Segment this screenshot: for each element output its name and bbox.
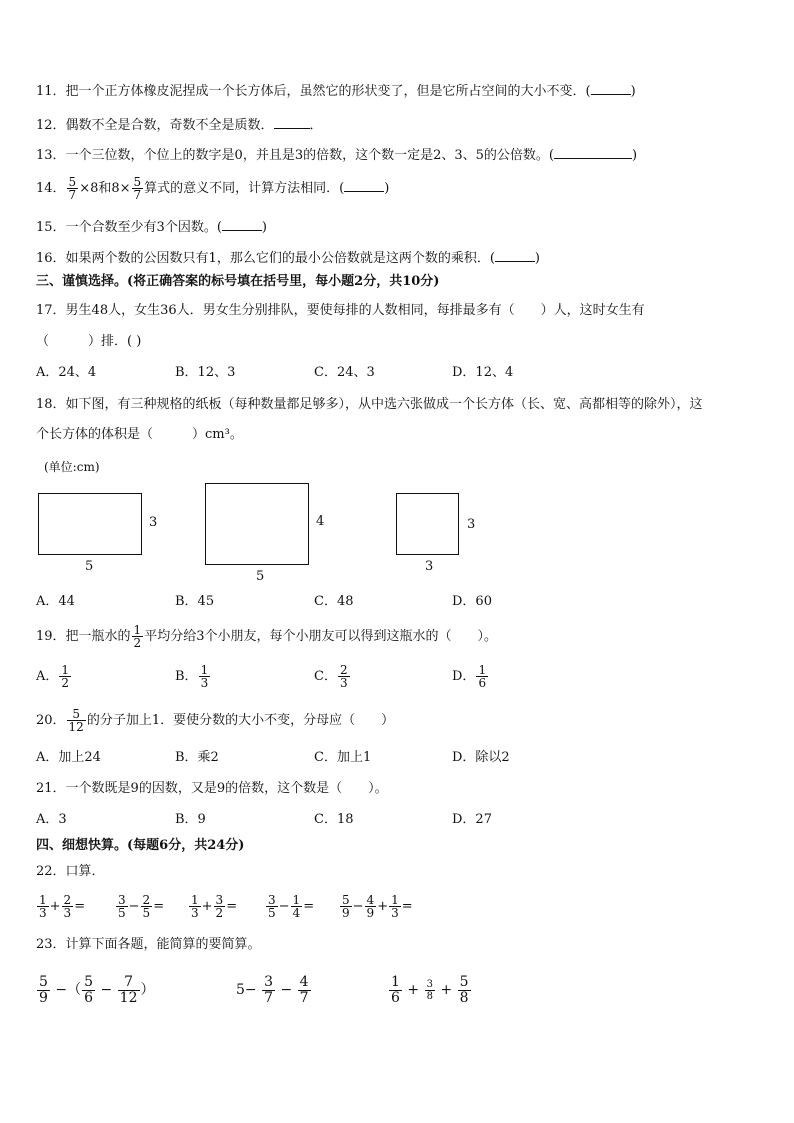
calc-3: $\frac{1}{6}$ + $\frac{3}{8}$ + $\frac{5}{8}$ <box>391 973 469 1006</box>
fraction: $\frac{1}{2}$ <box>133 623 142 650</box>
question-15: 15．一个合数至少有3个因数。( ) <box>36 220 267 235</box>
question-21: 21．一个数既是9的因数，又是9的倍数，这个数是（ ）。 <box>36 781 388 796</box>
fraction: $\frac{5}{12}$ <box>68 707 84 734</box>
option-b[interactable]: B．12、3 <box>175 365 236 380</box>
calc-2: 5− $\frac{3}{7}$ − $\frac{4}{7}$ <box>236 973 309 1006</box>
question-20: 20． $\frac{5}{12}$ 的分子加上1．要使分数的大小不变，分母应（ ） <box>36 707 395 734</box>
question-18-line2: 个长方体的体积是（ ）cm³。 <box>36 427 243 442</box>
option-c[interactable]: C．18 <box>314 812 354 827</box>
option-b[interactable]: B． $\frac{1}{3}$ <box>175 663 209 690</box>
question-12: 12．偶数不全是合数，奇数不全是质数． ． <box>36 118 323 133</box>
option-d[interactable]: D．除以2 <box>452 750 510 765</box>
cardboard-5x4 <box>205 483 309 565</box>
answer-blank[interactable] <box>554 146 632 159</box>
fraction: $\frac{5}{7}$ <box>133 175 142 202</box>
option-c[interactable]: C．加上1 <box>314 750 372 765</box>
dim-label: 4 <box>316 514 325 529</box>
mental-calc-2: $\frac{3}{5}$ − $\frac{2}{5}$ = <box>118 893 165 920</box>
option-d[interactable]: D．27 <box>452 812 492 827</box>
question-17: 17．男生48人，女生36人．男女生分别排队，要使每排的人数相同，每排最多有（ ）人，这时女生有 <box>36 303 645 318</box>
answer-blank[interactable] <box>222 218 262 231</box>
dim-label: 5 <box>256 569 265 584</box>
option-d[interactable]: D．60 <box>452 594 492 609</box>
dim-label: 3 <box>425 559 434 574</box>
mental-calc-4: $\frac{3}{5}$ − $\frac{1}{4}$ = <box>268 893 315 920</box>
dim-label: 3 <box>467 517 476 532</box>
calc-1: $\frac{5}{9}$ −（ $\frac{5}{6}$ − $\frac{7}{12}$ ） <box>39 973 155 1006</box>
mental-calc-3: $\frac{1}{3}$ + $\frac{3}{2}$ = <box>191 893 238 920</box>
option-c[interactable]: C．48 <box>314 594 354 609</box>
option-c[interactable]: C．24、3 <box>314 365 375 380</box>
option-a[interactable]: A． $\frac{1}{2}$ <box>36 663 70 690</box>
option-b[interactable]: B．乘2 <box>175 750 219 765</box>
unit-label: (单位:cm) <box>44 460 100 474</box>
question-16: 16．如果两个数的公因数只有1，那么它们的最小公倍数就是这两个数的乘积．( ) <box>36 251 540 266</box>
option-b[interactable]: B．45 <box>175 594 215 609</box>
option-c[interactable]: C． $\frac{2}{3}$ <box>314 663 348 690</box>
answer-blank[interactable] <box>495 249 535 262</box>
option-d[interactable]: D．12、4 <box>452 365 514 380</box>
option-a[interactable]: A．加上24 <box>36 750 101 765</box>
answer-blank[interactable] <box>344 179 384 192</box>
option-d[interactable]: D． $\frac{1}{6}$ <box>452 663 487 690</box>
option-a[interactable]: A．24、4 <box>36 365 97 380</box>
option-a[interactable]: A．44 <box>36 594 75 609</box>
question-18: 18．如下图，有三种规格的纸板（每种数量都足够多），从中选六张做成一个长方体（长、宽、高都相等的除外），这 <box>36 397 703 412</box>
question-19: 19．把一瓶水的 $\frac{1}{2}$ 平均分给3个小朋友，每个小朋友可以得到这瓶水的（ ）。 <box>36 623 497 650</box>
answer-blank[interactable] <box>591 82 631 95</box>
question-11: 11．把一个正方体橡皮泥捏成一个长方体后，虽然它的形状变了，但是它所占空间的大小不变．( ) <box>36 84 636 99</box>
question-17-line2: （ ）排．( ) <box>36 334 142 349</box>
section-4-heading: 四、细想快算。(每题6分，共24分) <box>36 838 245 853</box>
option-b[interactable]: B．9 <box>175 812 206 827</box>
question-13: 13．一个三位数，个位上的数字是0，并且是3的倍数，这个数一定是2、3、5的公倍数。( ) <box>36 148 638 163</box>
mental-calc-1: $\frac{1}{3}$ + $\frac{2}{3}$ = <box>39 893 86 920</box>
question-22: 22．口算． <box>36 864 105 879</box>
section-3-heading: 三、谨慎选择。(将正确答案的标号填在括号里，每小题2分，共10分) <box>36 274 440 289</box>
cardboard-3x3 <box>396 493 459 555</box>
option-a[interactable]: A．3 <box>36 812 67 827</box>
mental-calc-5: $\frac{5}{9}$ − $\frac{4}{9}$ + $\frac{1}{3}$ = <box>342 893 413 920</box>
question-23: 23．计算下面各题，能简算的要简算。 <box>36 937 261 952</box>
fraction: $\frac{5}{7}$ <box>68 175 77 202</box>
dim-label: 5 <box>85 559 94 574</box>
answer-blank[interactable] <box>274 116 310 129</box>
cardboard-5x3 <box>38 493 142 555</box>
dim-label: 3 <box>149 515 158 530</box>
question-14: 14． $\frac{5}{7}$ ×8和8× $\frac{5}{7}$ 算式的意义不同，计算方法相同．( ) <box>36 175 390 202</box>
